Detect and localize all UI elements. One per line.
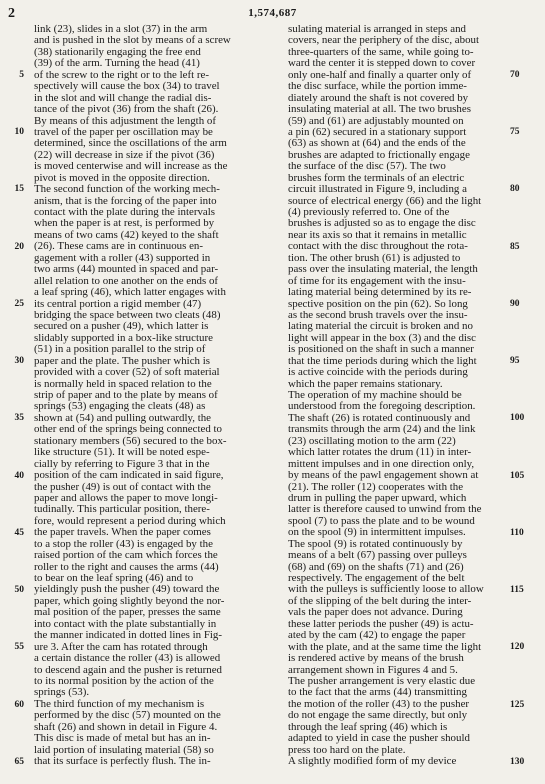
left-text-line: ure 3. After the cam has rotated through <box>34 641 208 653</box>
left-text-line: allel relation to one another on the ends of <box>34 275 219 287</box>
right-text-line: with the pulleys is sufficiently loose to allow <box>288 584 484 596</box>
left-text-line: the pusher (49) is out of contact with the <box>34 481 211 493</box>
left-text-line: link (23), slides in a slot (37) in the arm <box>34 24 208 35</box>
left-text-line: slidably supported in a box-like structure <box>34 332 213 344</box>
left-text-line: its central portion a rigid member (47) <box>34 298 202 310</box>
right-text-line: brushes are adapted to frictionally engage <box>288 149 470 161</box>
left-text-line: position of the cam indicated in said figure, <box>34 470 224 482</box>
right-text-line: of time for its engagement with the insu- <box>288 275 466 287</box>
right-text-line: The spool (9) is rotated continuously by <box>288 538 463 550</box>
left-text-line: the manner indicated in dotted lines in Fig- <box>34 630 223 642</box>
right-text-line: do not engage the same directly, but only <box>288 710 468 722</box>
left-text-line: a leaf spring (46), which latter engages with <box>34 287 226 299</box>
left-text-line: The second function of the working mech- <box>34 184 220 196</box>
right-text-line: (63) as shown at (64) and the ends of the <box>288 138 466 150</box>
left-text-line: to its normal position by the action of the <box>34 675 214 687</box>
left-text-line: other end of the springs being connected to <box>34 424 223 436</box>
right-text-line: a pin (62) secured in a stationary support <box>288 126 467 138</box>
right-text-line: (68) and (69) on the shafts (71) and (26) <box>288 561 464 573</box>
right-text-line: spective position on the pin (62). So long <box>288 298 468 310</box>
left-line-number: 10 <box>14 127 24 138</box>
left-text-line: mal position of the paper, presses the same <box>34 607 221 619</box>
left-text-line: cially by referring to Figure 3 that in the <box>34 458 210 470</box>
left-column <box>34 24 280 767</box>
left-text-line: yieldingly push the pusher (49) toward the <box>34 584 220 596</box>
right-text-line: spool (7) to pass the plate and to be wound <box>288 515 475 527</box>
right-text-line: is active coincide with the periods during <box>288 367 468 379</box>
right-text-line: source of electrical energy (66) and the light <box>288 195 482 207</box>
left-line-number: 30 <box>14 356 24 367</box>
patent-number: 1,574,687 <box>248 7 297 19</box>
left-text-line: to a stop the roller (43) is engaged by the <box>34 538 213 550</box>
left-text-line: bridging the space between two cleats (48) <box>34 309 221 321</box>
left-text-line: (22) will decrease in size if the pivot (36) <box>34 149 215 161</box>
right-text-line: sulating material is arranged in steps and <box>288 24 467 35</box>
left-text-line: is normally held in spaced relation to the <box>34 378 212 390</box>
right-text-line: diately around the shaft is not covered by <box>288 92 469 104</box>
right-text-line: of the slipping of the belt during the inter- <box>288 595 472 607</box>
right-text-line: through the leaf spring (46) which is <box>288 721 448 733</box>
right-text-line: (23) oscillating motion to the arm (22) <box>288 435 456 447</box>
right-text-line: pass over the insulating material, the length <box>288 264 478 276</box>
left-line-number: 55 <box>14 642 24 653</box>
left-text-line: shown at (54) and pulling outwardly, the <box>34 412 212 424</box>
left-text-line: laid portion of insulating material (58) so <box>34 744 214 756</box>
right-text-line: with the plate, and at the same time the light <box>288 641 482 653</box>
right-text-line: The shaft (26) is rotated continuously and <box>288 412 471 424</box>
page-header <box>0 6 545 22</box>
left-text-line: is moved centerwise and will increase as the <box>34 161 228 173</box>
right-text-line: brushes is adjusted so as to engage the disc <box>288 218 476 230</box>
right-text-line: near its axis so that it remains in metallic <box>288 229 467 241</box>
right-text-line: (59) and (61) are adjustably mounted on <box>288 115 464 127</box>
right-text-line: that the time periods during which the light <box>288 355 477 367</box>
right-text-line: by means of the pawl engagement shown at <box>288 470 479 482</box>
left-line-number: 65 <box>14 756 24 767</box>
right-line-number: 75 <box>510 127 520 138</box>
right-text-line: ward the center it is stepped down to cover <box>288 58 476 70</box>
right-text-line: on the spool (9) in intermittent impulses. <box>288 527 466 539</box>
left-text-line: to bear on the leaf spring (46) and to <box>34 573 194 584</box>
left-text-line: (39) of the arm. Turning the head (41) <box>34 58 200 70</box>
right-text-line: adapted to yield in case the pusher should <box>288 733 470 745</box>
right-text-line: as the second brush travels over the insu- <box>288 309 468 321</box>
page-number: 2 <box>8 6 15 21</box>
left-text-line: By means of this adjustment the length of <box>34 115 216 127</box>
right-text-line: three-quarters of the same, while going to- <box>288 46 474 58</box>
left-line-number: 25 <box>14 298 24 309</box>
left-line-number: 45 <box>14 527 24 538</box>
left-text-line: strip of paper and to the plate by means of <box>34 390 218 401</box>
right-text-line: the surface of the disc (57). The two <box>288 161 446 173</box>
right-text-line: lating material the circuit is broken and no <box>288 321 473 333</box>
right-text-line: A slightly modified form of my device <box>288 756 457 767</box>
right-text-line: (21). The roller (12) cooperates with the <box>288 481 464 493</box>
right-text-line: press too hard on the plate. <box>288 744 406 756</box>
left-text-line: and is pushed in the slot by means of a screw <box>34 35 231 47</box>
left-text-line: like structure (51). It will be noted espe- <box>34 447 210 459</box>
right-text-line: which the paper remains stationary. <box>288 378 443 390</box>
right-text-line: ated by the cam (42) to engage the paper <box>288 630 466 642</box>
left-text-line: a certain distance the roller (43) is allowed <box>34 653 221 665</box>
left-text-line: that its surface is perfectly flush. The in- <box>34 756 211 767</box>
left-text-line: raised portion of the cam which forces the <box>34 550 218 562</box>
left-text-line: performed by the disc (57) mounted on the <box>34 710 221 722</box>
right-text-line: insulating material at all. The two brushes <box>288 104 471 116</box>
right-text-line: the disc surface, while the portion imme- <box>288 81 467 93</box>
left-text-line: secured on a pusher (49), which latter is <box>34 321 209 333</box>
right-text-line: The operation of my machine should be <box>288 390 462 401</box>
left-text-line: roller to the right and causes the arms (44) <box>34 561 219 573</box>
right-text-line: is rendered active by means of the brush <box>288 653 464 665</box>
right-text-line: vals the paper does not advance. During <box>288 607 463 619</box>
left-text-line: the paper travels. When the paper comes <box>34 527 211 539</box>
left-text-line: paper and the plate. The pusher which is <box>34 355 210 367</box>
left-text-line: means of two cams (42) keyed to the shaft <box>34 229 219 241</box>
right-line-number: 110 <box>510 527 524 538</box>
left-text-line: travel of the paper per oscillation may be <box>34 126 213 138</box>
left-line-number: 60 <box>14 699 24 710</box>
right-text-line: latter is therefore caused to unwind from the <box>288 504 482 516</box>
right-text-line: The pusher arrangement is very elastic due <box>288 675 476 687</box>
right-text-line: tion. The other brush (61) is adjusted to <box>288 252 461 264</box>
left-text-line: springs (53). <box>34 687 90 699</box>
left-line-number: 15 <box>14 184 24 195</box>
right-text-line: light will appear in the box (3) and the disc <box>288 332 477 344</box>
right-text-line: lating material being determined by its re- <box>288 287 472 299</box>
right-text-line: drum in pulling the paper upward, which <box>288 492 467 504</box>
right-text-line: mittent impulses and in one direction only, <box>288 458 475 470</box>
left-line-number: 40 <box>14 470 24 481</box>
left-text-line: The third function of my mechanism is <box>34 698 205 710</box>
right-text-line: (4) previously referred to. One of the <box>288 207 450 218</box>
right-line-number: 120 <box>510 642 525 653</box>
left-line-number: 20 <box>14 241 24 252</box>
right-line-number: 80 <box>510 184 520 195</box>
left-text-line: pivot is moved in the opposite direction. <box>34 172 210 184</box>
left-text-line: (26). These cams are in continuous en- <box>34 241 204 253</box>
left-text-line: of the screw to the right or to the left re- <box>34 69 209 81</box>
left-text-line: into contact with the plate substantially in <box>34 618 217 630</box>
left-line-number: 5 <box>19 69 24 80</box>
left-text-line: This disc is made of metal but has an in- <box>34 733 211 745</box>
right-line-number: 70 <box>510 69 520 80</box>
right-line-number: 115 <box>510 585 524 596</box>
right-text-line: which latter rotates the drum (11) in inter- <box>288 447 472 459</box>
right-text-line: means of a belt (67) passing over pulleys <box>288 550 467 562</box>
right-text-line: circuit illustrated in Figure 9, including a <box>288 184 467 196</box>
left-text-line: spectively will cause the box (34) to travel <box>34 81 220 93</box>
right-text-line: understood from the foregoing description. <box>288 401 476 413</box>
left-text-line: to descend again and the pusher is returned <box>34 664 222 676</box>
right-text-line: to the fact that the arms (44) transmitting <box>288 687 467 699</box>
right-line-number: 95 <box>510 356 520 367</box>
right-text-line: brushes form the terminals of an electric <box>288 172 465 184</box>
left-line-number: 35 <box>14 413 24 424</box>
left-text-line: (51) in a position parallel to the strip of <box>34 344 206 356</box>
left-text-line: gagement with a roller (43) supported in <box>34 252 211 264</box>
left-text-line: fore, would represent a period during which <box>34 515 226 527</box>
left-text-line: paper, which going slightly beyond the nor- <box>34 595 225 607</box>
right-line-number: 130 <box>510 756 525 767</box>
left-text-line: determined, since the oscillations of the arm <box>34 138 227 150</box>
left-text-line: contact with the plate during the intervals <box>34 207 216 218</box>
right-text-line: transmits through the arm (24) and the link <box>288 424 476 436</box>
left-text-line: anism, that is the forcing of the paper into <box>34 195 217 207</box>
left-text-line: shaft (26) and shown in detail in Figure 4. <box>34 721 218 733</box>
left-text-line: stationary members (56) secured to the box- <box>34 435 227 447</box>
right-text-line: arrangement shown in Figures 4 and 5. <box>288 664 458 676</box>
right-line-number: 105 <box>510 470 525 481</box>
right-column <box>288 24 506 767</box>
left-text-line: in the slot and will change the radial dis- <box>34 92 212 104</box>
right-text-line: respectively. The engagement of the belt <box>288 573 465 584</box>
left-text-line: (38) stationarily engaging the free end <box>34 46 201 58</box>
left-text-line: provided with a cover (52) of soft material <box>34 367 220 379</box>
right-text-line: is positioned on the shaft in such a manner <box>288 344 474 356</box>
right-text-line: these latter periods the pusher (49) is actu- <box>288 618 474 630</box>
right-text-line: only one-half and finally a quarter only of <box>288 69 472 81</box>
right-line-number: 85 <box>510 241 520 252</box>
left-text-line: springs (53) engaging the cleats (48) as <box>34 401 206 413</box>
left-text-line: tance of the pivot (36) from the shaft (26). <box>34 104 219 116</box>
right-text-line: the motion of the roller (43) to the pusher <box>288 698 470 710</box>
left-text-line: paper and allows the paper to move longi- <box>34 492 218 504</box>
right-text-line: covers, near the periphery of the disc, about <box>288 35 480 47</box>
left-line-number: 50 <box>14 585 24 596</box>
right-line-number: 125 <box>510 699 525 710</box>
left-text-line: tudinally. This particular position, there- <box>34 504 210 516</box>
left-text-line: two arms (44) mounted in spaced and par- <box>34 264 219 276</box>
right-line-number: 90 <box>510 298 520 309</box>
right-line-number: 100 <box>510 413 525 424</box>
left-text-line: when the paper is at rest, is performed by <box>34 218 215 230</box>
right-text-line: contact with the disc throughout the rota- <box>288 241 468 253</box>
